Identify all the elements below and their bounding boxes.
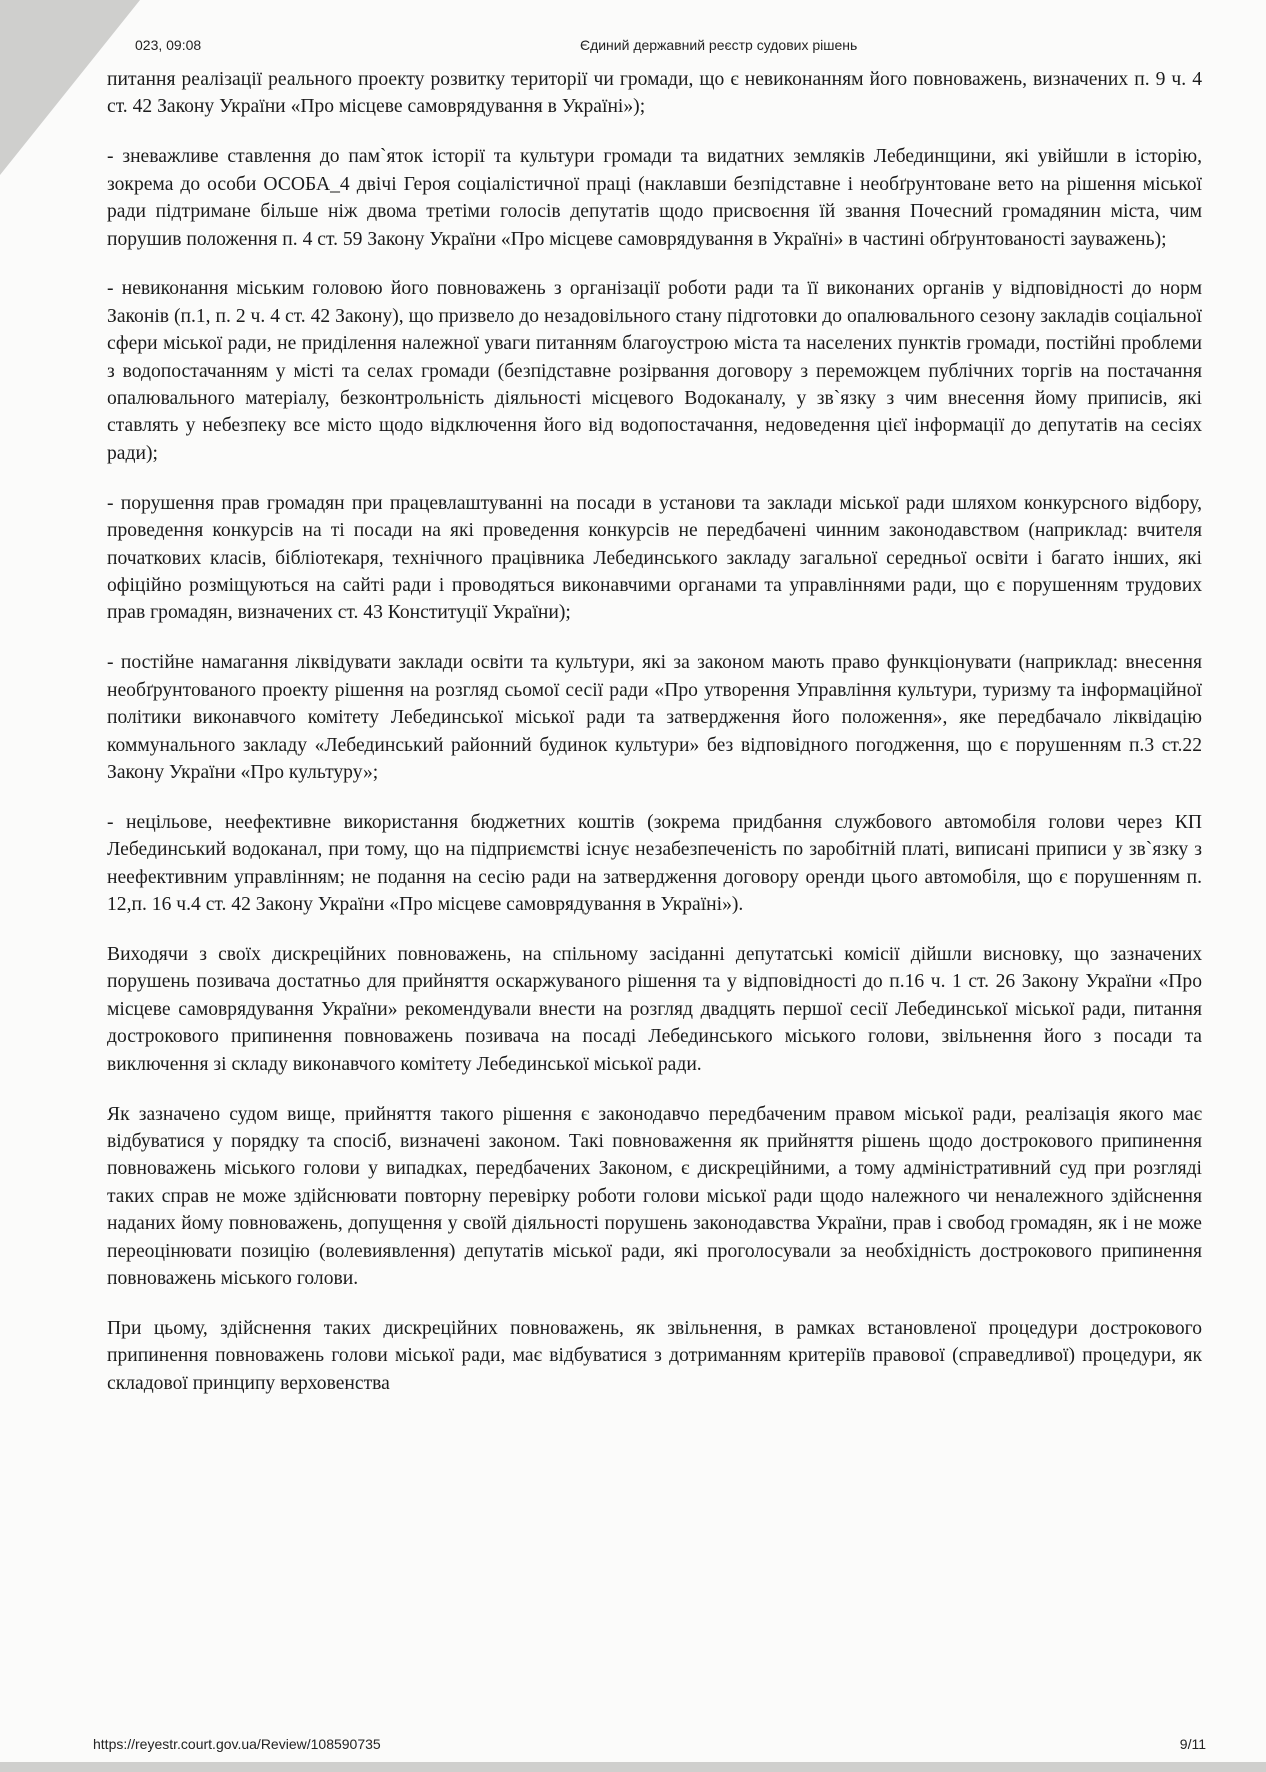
paragraph: - невиконання міським головою його повноважень з організації роботи ради та її виконаних органів у відповідності до норм Законів (п.1, п. 2 ч. 4 ст. 42 Закону), що призвело до незадовільного стану підготовки до опалювального сезону закладів соціальної сфери міської ради, не приділення належної уваги питанням благоустрою міста та населених пунктів громади, постійні проблеми з водопостачанням у місті та селах громади (безпідставне розірвання договору з переможцем публічних торгів на постачання опалювального матеріалу, безконтрольність діяльності місцевого Водоканалу, у зв`язку з чим внесення йому приписів, які ставлять у небезпеку все місто щодо відключення його від водопостачання, недоведення цієї інформації до депутатів на сесіях ради); — [107, 278, 1202, 464]
page-number: 9/11 — [1179, 1736, 1206, 1752]
paragraph: - нецільове, неефективне використання бюджетних коштів (зокрема придбання службового автомобіля голови через КП Лебединський водоканал, при тому, що на підприємстві існує незабезпеченість по заробітній платі, виписані приписи у зв`язку з неефективним управлінням; не подання на сесію ради на затвердження договору оренди цього автомобіля, що є порушенням п. 12,п. 16 ч.4 ст. 42 Закону України «Про місцеве самоврядування в Україні»). — [107, 811, 1202, 916]
paragraph: питання реалізації реального проекту розвитку території чи громади, що є невиконанням його повноважень, визначених п. 9 ч. 4 ст. 42 Закону України «Про місцеве самоврядування в Україні»); — [107, 69, 1202, 118]
page-header — [125, 37, 1206, 59]
paragraph: - порушення прав громадян при працевлаштуванні на посади в установи та заклади міської ради шляхом конкурсного відбору, проведення конкурсів на ті посади на які проведення конкурсів не передбачені чинним законодавством (наприклад: вчителя початкових класів, бібліотекаря, технічного працівника Лебединського закладу загальної середньої освіти і багато інших, які офіційно розміщуються на сайті ради і проводяться виконавчими органами та управліннями ради, що є порушенням трудових прав громадян, визначених ст. 43 Конституції України); — [107, 492, 1202, 624]
paragraph: Як зазначено судом вище, прийняття такого рішення є законодавчо передбаченим правом міської ради, реалізація якого має відбуватися у порядку та спосіб, визначені законом. Такі повноваження як прийняття рішень щодо дострокового припинення повноважень міського голови у випадках, передбачених Законом, є дискреційними, а тому адміністративний суд при розгляді таких справ не може здійснювати повторну перевірку роботи голови міської ради щодо належного чи неналежного здійснення наданих йому повноважень, допущення у своїй діяльності порушень законодавства України, прав і свобод громадян, як і не може переоцінювати позицію (волевиявлення) депутатів міської ради, які проголосували за необхідність дострокового припинення повноважень міського голови. — [107, 1103, 1202, 1289]
document-body — [107, 66, 1202, 1397]
paragraph: При цьому, здійснення таких дискреційних повноважень, як звільнення, в рамках встановленої процедури дострокового припинення повноважень голови міської ради, має відбуватися з дотриманням критеріїв правової (справедливої) процедури, як складової принципу верховенства — [107, 1317, 1202, 1394]
registry-title: Єдиний державний реєстр судових рішень — [580, 37, 858, 53]
print-timestamp: 023, 09:08 — [135, 37, 202, 53]
scan-edge — [0, 1762, 1266, 1772]
paragraph: - постійне намагання ліквідувати заклади освіти та культури, які за законом мають право функціонувати (наприклад: внесення необґрунтованого проекту рішення на розгляд сьомої сесії ради «Про утворення Управління культури, туризму та інформаційної політики виконавчого комітету Лебединської міської ради та затвердження його положення», яке передбачало ліквідацію коммунального закладу «Лебединський районний будинок культури» без відповідного погодження, що є порушенням п.3 ст.22 Закону України «Про культуру»; — [107, 652, 1202, 783]
source-url: https://reyestr.court.gov.ua/Review/108590735 — [93, 1736, 381, 1752]
paragraph: - зневажливе ставлення до пам`яток історії та культури громади та видатних земляків Лебединщини, які увійшли в історію, зокрема до особи ОСОБА_4 двічі Героя соціалістичної праці (наклавши безпідставне і необґрунтоване вето на рішення міської ради підтримане більше ніж двома третіми голосів депутатів щодо присвоєння їй звання Почесний громадянин міста, чим порушив положення п. 4 ст. 59 Закону України «Про місцеве самоврядування в Україні» в частині обґрунтованості зауважень); — [107, 146, 1202, 250]
paragraph: Виходячи з своїх дискреційних повноважень, на спільному засіданні депутатські комісії дійшли висновку, що зазначених порушень позивача достатньо для прийняття оскаржуваного рішення та у відповідності до п.16 ч. 1 ст. 26 Закону України «Про місцеве самоврядування України» рекомендували внести на розгляд двадцять першої сесії Лебединської міської ради, питання дострокового припинення повноважень позивача на посаді Лебединського міського голови, звільнення його з посади та виключення зі складу виконавчого комітету Лебединської міської ради. — [107, 943, 1202, 1075]
